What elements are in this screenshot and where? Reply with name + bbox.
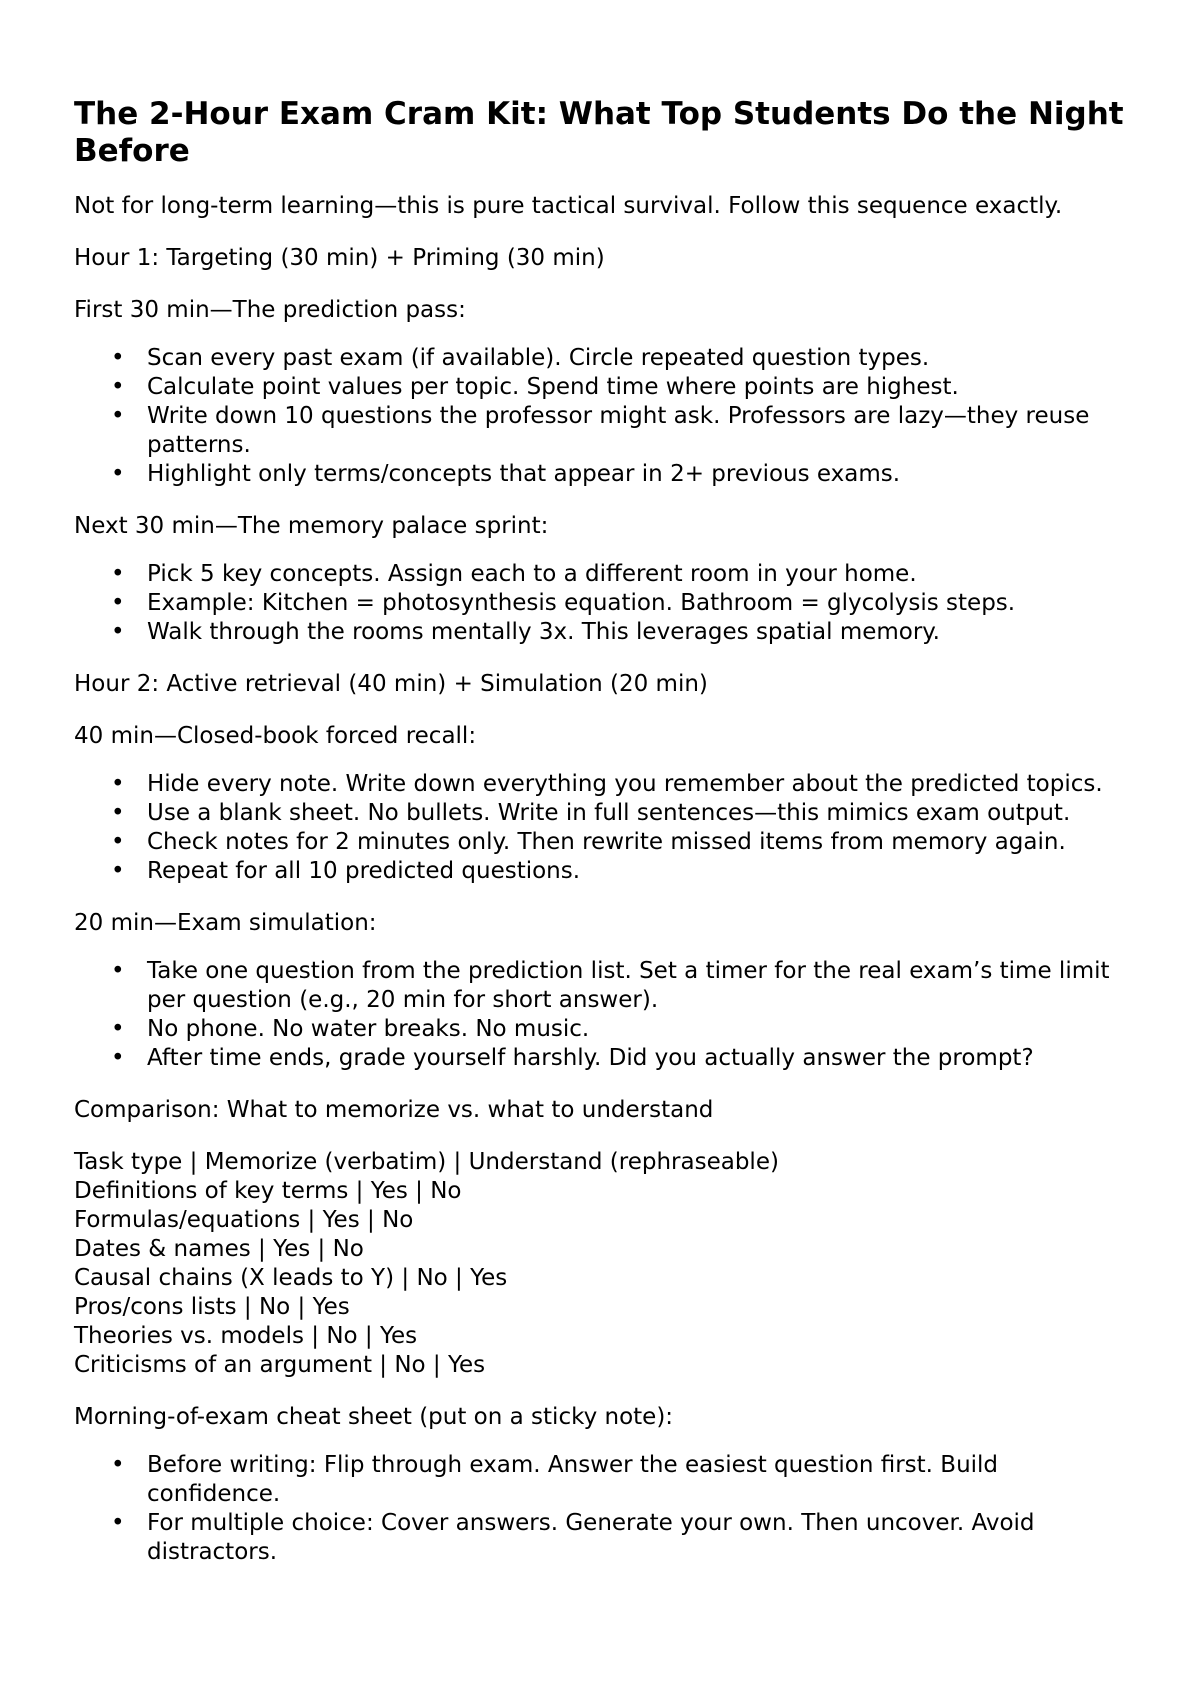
list-item bbox=[111, 373, 1126, 402]
list-item bbox=[111, 828, 1126, 857]
list-item bbox=[111, 1015, 1126, 1044]
list-item bbox=[111, 799, 1126, 828]
bullet-icon: • bbox=[111, 1045, 125, 1071]
bullet-icon: • bbox=[111, 958, 125, 984]
table-row: Causal chains (X leads to Y) | No | Yes bbox=[74, 1265, 508, 1291]
list-item-text: Walk through the rooms mentally 3x. This leverages spatial memory. bbox=[147, 619, 940, 645]
bullet-icon: • bbox=[111, 345, 125, 371]
list-item bbox=[111, 560, 1126, 589]
cheat-sheet-list bbox=[74, 1451, 1126, 1567]
simulation-list bbox=[74, 957, 1126, 1073]
prediction-heading: First 30 min—The prediction pass: bbox=[74, 297, 466, 323]
bullet-icon: • bbox=[111, 619, 125, 645]
bullet-icon: • bbox=[111, 403, 125, 429]
hour1-heading: Hour 1: Targeting (30 min) + Priming (30 min) bbox=[74, 245, 605, 271]
list-item-text: Hide every note. Write down everything you remember about the predicted topics. bbox=[147, 771, 1103, 797]
recall-heading: 40 min—Closed-book forced recall: bbox=[74, 723, 477, 749]
bullet-icon: • bbox=[111, 461, 125, 487]
list-item bbox=[111, 344, 1126, 373]
bullet-icon: • bbox=[111, 1510, 125, 1536]
list-item-text: Scan every past exam (if available). Circle repeated question types. bbox=[147, 345, 930, 371]
list-item-text: No phone. No water breaks. No music. bbox=[147, 1016, 590, 1042]
table-row: Formulas/equations | Yes | No bbox=[74, 1207, 414, 1233]
table-row: Task type | Memorize (verbatim) | Understand (rephraseable) bbox=[74, 1149, 779, 1175]
intro-paragraph: Not for long-term learning—this is pure tactical survival. Follow this sequence exactly. bbox=[74, 193, 1063, 219]
table-row: Definitions of key terms | Yes | No bbox=[74, 1178, 462, 1204]
list-item-text: Write down 10 questions the professor might ask. Professors are lazy—they reuse patterns. bbox=[147, 403, 1090, 458]
list-item-text: Pick 5 key concepts. Assign each to a different room in your home. bbox=[147, 561, 917, 587]
table-row: Pros/cons lists | No | Yes bbox=[74, 1294, 350, 1320]
comparison-table bbox=[74, 1148, 1126, 1380]
memory-list bbox=[74, 560, 1126, 647]
list-item bbox=[111, 1451, 1126, 1509]
list-item bbox=[111, 618, 1126, 647]
page-title: The 2-Hour Exam Cram Kit: What Top Students Do the Night Before bbox=[74, 96, 1124, 169]
bullet-icon: • bbox=[111, 771, 125, 797]
bullet-icon: • bbox=[111, 561, 125, 587]
list-item bbox=[111, 957, 1126, 1015]
bullet-icon: • bbox=[111, 858, 125, 884]
table-row: Dates & names | Yes | No bbox=[74, 1236, 364, 1262]
prediction-list bbox=[74, 344, 1126, 489]
list-item bbox=[111, 460, 1126, 489]
list-item-text: Take one question from the prediction list. Set a timer for the real exam’s time limit per question (e.g., 20 min for short answer). bbox=[147, 958, 1110, 1013]
list-item bbox=[111, 857, 1126, 886]
table-row: Theories vs. models | No | Yes bbox=[74, 1323, 418, 1349]
list-item bbox=[111, 589, 1126, 618]
comparison-heading: Comparison: What to memorize vs. what to understand bbox=[74, 1097, 714, 1123]
bullet-icon: • bbox=[111, 1452, 125, 1478]
list-item-text: Before writing: Flip through exam. Answer the easiest question first. Build confidence. bbox=[147, 1452, 999, 1507]
list-item-text: For multiple choice: Cover answers. Generate your own. Then uncover. Avoid distractors. bbox=[147, 1510, 1035, 1565]
bullet-icon: • bbox=[111, 1016, 125, 1042]
hour2-heading: Hour 2: Active retrieval (40 min) + Simulation (20 min) bbox=[74, 671, 708, 697]
bullet-icon: • bbox=[111, 590, 125, 616]
memory-heading: Next 30 min—The memory palace sprint: bbox=[74, 513, 549, 539]
list-item bbox=[111, 770, 1126, 799]
list-item bbox=[111, 1044, 1126, 1073]
list-item bbox=[111, 1509, 1126, 1567]
bullet-icon: • bbox=[111, 374, 125, 400]
list-item-text: Repeat for all 10 predicted questions. bbox=[147, 858, 581, 884]
cheat-sheet-heading: Morning-of-exam cheat sheet (put on a sticky note): bbox=[74, 1404, 674, 1430]
bullet-icon: • bbox=[111, 800, 125, 826]
list-item-text: Highlight only terms/concepts that appear in 2+ previous exams. bbox=[147, 461, 901, 487]
list-item-text: Calculate point values per topic. Spend time where points are highest. bbox=[147, 374, 959, 400]
list-item bbox=[111, 402, 1126, 460]
list-item-text: Check notes for 2 minutes only. Then rewrite missed items from memory again. bbox=[147, 829, 1066, 855]
list-item-text: Use a blank sheet. No bullets. Write in full sentences—this mimics exam output. bbox=[147, 800, 1071, 826]
bullet-icon: • bbox=[111, 829, 125, 855]
recall-list bbox=[74, 770, 1126, 886]
table-row: Criticisms of an argument | No | Yes bbox=[74, 1352, 486, 1378]
list-item-text: Example: Kitchen = photosynthesis equation. Bathroom = glycolysis steps. bbox=[147, 590, 1016, 616]
list-item-text: After time ends, grade yourself harshly. Did you actually answer the prompt? bbox=[147, 1045, 1034, 1071]
simulation-heading: 20 min—Exam simulation: bbox=[74, 910, 377, 936]
